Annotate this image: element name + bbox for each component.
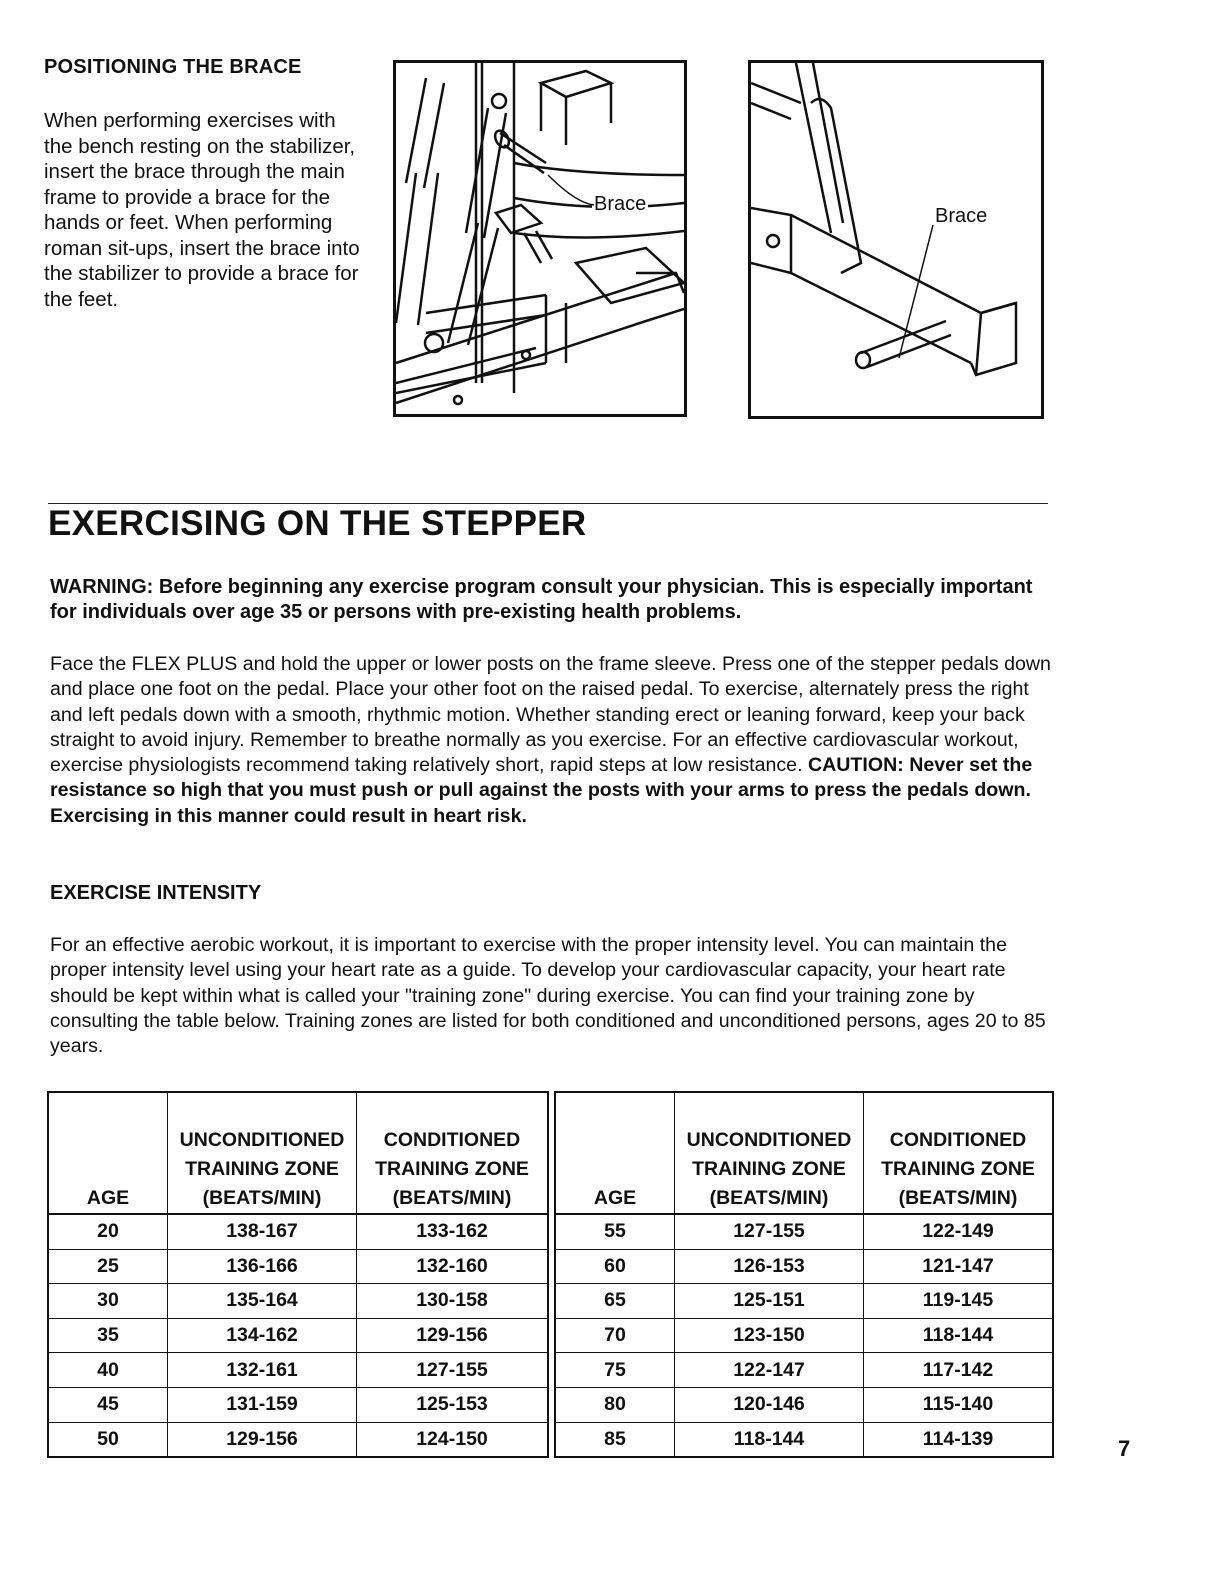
table-header-row xyxy=(48,1092,548,1214)
table-row xyxy=(555,1422,1053,1457)
cell-age: 30 xyxy=(48,1284,168,1319)
cell-conditioned: 130-158 xyxy=(357,1284,549,1319)
brace-label-1: Brace xyxy=(594,193,647,215)
cell-conditioned: 127-155 xyxy=(357,1353,549,1388)
cell-conditioned: 121-147 xyxy=(864,1249,1054,1284)
cell-age: 70 xyxy=(555,1318,675,1353)
table-row xyxy=(555,1249,1053,1284)
brace-figure-stabilizer xyxy=(748,60,1044,419)
intensity-paragraph: For an effective aerobic workout, it is important to exercise with the proper intensity level. You can maintain the proper intensity level using your heart rate as a guide. To develop your cardiovascular capacity, your heart rate should be kept within what is called your "training zone" during exercise. You can find your training zone by consulting the table below. Training zones are listed for both conditioned and unconditioned persons, ages 20 to 85 years. xyxy=(50,934,1046,1058)
cell-unconditioned: 132-161 xyxy=(168,1353,357,1388)
cell-age: 65 xyxy=(555,1284,675,1319)
header-conditioned: CONDITIONED TRAINING ZONE (BEATS/MIN) xyxy=(864,1092,1054,1214)
cell-conditioned: 118-144 xyxy=(864,1318,1054,1353)
stepper-instructions: Face the FLEX PLUS and hold the upper or lower posts on the frame sleeve. Press one of the stepper pedals down and place one foot on the pedal. Place your other foot on the raised pedal. To exercise, alternately press the right and left pedals down with a smooth, rhythmic motion. Whether standing erect or leaning forward, keep your back straight to avoid injury. Remember to breathe normally as you exercise. For an effective cardiovascular workout, exercise physiologists recommend taking relatively short, rapid steps at low resistance. xyxy=(50,653,1051,777)
header-unconditioned: UNCONDITIONED TRAINING ZONE (BEATS/MIN) xyxy=(168,1092,357,1214)
cell-conditioned: 133-162 xyxy=(357,1214,549,1249)
cell-conditioned: 132-160 xyxy=(357,1249,549,1284)
brace-paragraph: When performing exercises with the bench resting on the stabilizer, insert the brace through the main frame to provide a brace for the hands or feet. When performing roman sit-ups, insert the brace into the stabilizer to provide a brace for the feet. xyxy=(44,109,360,311)
cell-unconditioned: 120-146 xyxy=(675,1387,864,1422)
cell-age: 60 xyxy=(555,1249,675,1284)
header-conditioned: CONDITIONED TRAINING ZONE (BEATS/MIN) xyxy=(357,1092,549,1214)
cell-unconditioned: 135-164 xyxy=(168,1284,357,1319)
cell-conditioned: 125-153 xyxy=(357,1387,549,1422)
brace-figure-mainframe xyxy=(393,60,687,417)
cell-unconditioned: 129-156 xyxy=(168,1422,357,1457)
brace-label-2: Brace xyxy=(935,205,988,227)
cell-age: 50 xyxy=(48,1422,168,1457)
cell-unconditioned: 126-153 xyxy=(675,1249,864,1284)
cell-conditioned: 124-150 xyxy=(416,1427,488,1450)
cell-unconditioned: 127-155 xyxy=(675,1214,864,1249)
table-header-row xyxy=(555,1092,1053,1214)
page-number: 7 xyxy=(1118,1436,1131,1461)
cell-age: 40 xyxy=(48,1353,168,1388)
cell-conditioned: 119-145 xyxy=(864,1284,1054,1319)
cell-age: 20 xyxy=(48,1214,168,1249)
cell-age: 45 xyxy=(48,1387,168,1422)
cell-age: 85 xyxy=(555,1422,675,1457)
cell-unconditioned: 134-162 xyxy=(168,1318,357,1353)
header-age: AGE xyxy=(48,1092,168,1214)
cell-unconditioned: 123-150 xyxy=(675,1318,864,1353)
cell-unconditioned: 131-159 xyxy=(168,1387,357,1422)
training-zone-table-right xyxy=(554,1091,1054,1458)
table-row xyxy=(48,1284,548,1319)
table-row xyxy=(48,1422,548,1457)
header-age: AGE xyxy=(555,1092,675,1214)
warning-text: WARNING: Before beginning any exercise program consult your physician. This is especially important for individuals over age 35 or persons with pre-existing health problems. xyxy=(50,576,1033,623)
table-row xyxy=(48,1353,548,1388)
brace-heading: POSITIONING THE BRACE xyxy=(44,56,302,78)
cell-age: 25 xyxy=(48,1249,168,1284)
stepper-paragraph xyxy=(50,652,1060,829)
table-row xyxy=(48,1249,548,1284)
cell-age: 55 xyxy=(555,1214,675,1249)
cell-conditioned: 115-140 xyxy=(864,1387,1054,1422)
cell-age: 80 xyxy=(555,1387,675,1422)
table-row xyxy=(555,1318,1053,1353)
cell-age: 75 xyxy=(555,1353,675,1388)
caution-text: CAUTION: Never set the resistance so high that you must push or pull against the posts with your arms to press the pedals down. Exercising in this manner could result in heart risk. xyxy=(50,754,1033,827)
mainframe-illustration xyxy=(396,63,684,414)
table-row xyxy=(48,1214,548,1249)
cell-conditioned: 117-142 xyxy=(864,1353,1054,1388)
table-row xyxy=(48,1318,548,1353)
intensity-heading: EXERCISE INTENSITY xyxy=(50,882,262,904)
table-row xyxy=(555,1214,1053,1249)
cell-unconditioned: 136-166 xyxy=(168,1249,357,1284)
table-row xyxy=(555,1387,1053,1422)
cell-age: 35 xyxy=(48,1318,168,1353)
cell-unconditioned: 122-147 xyxy=(675,1353,864,1388)
stepper-heading: EXERCISING ON THE STEPPER xyxy=(48,504,587,543)
brace-leader-line-2 xyxy=(891,223,951,363)
training-zone-table-left xyxy=(47,1091,549,1458)
table-row xyxy=(555,1284,1053,1319)
cell-conditioned: 122-149 xyxy=(864,1214,1054,1249)
cell-unconditioned: 118-144 xyxy=(675,1422,864,1457)
header-unconditioned: UNCONDITIONED TRAINING ZONE (BEATS/MIN) xyxy=(675,1092,864,1214)
cell-unconditioned: 125-151 xyxy=(675,1284,864,1319)
brace-leader-line-1 xyxy=(546,173,616,213)
table-row xyxy=(555,1353,1053,1388)
table-row xyxy=(48,1387,548,1422)
cell-unconditioned: 138-167 xyxy=(168,1214,357,1249)
cell-conditioned: 114-139 xyxy=(922,1427,994,1450)
cell-conditioned: 129-156 xyxy=(357,1318,549,1353)
